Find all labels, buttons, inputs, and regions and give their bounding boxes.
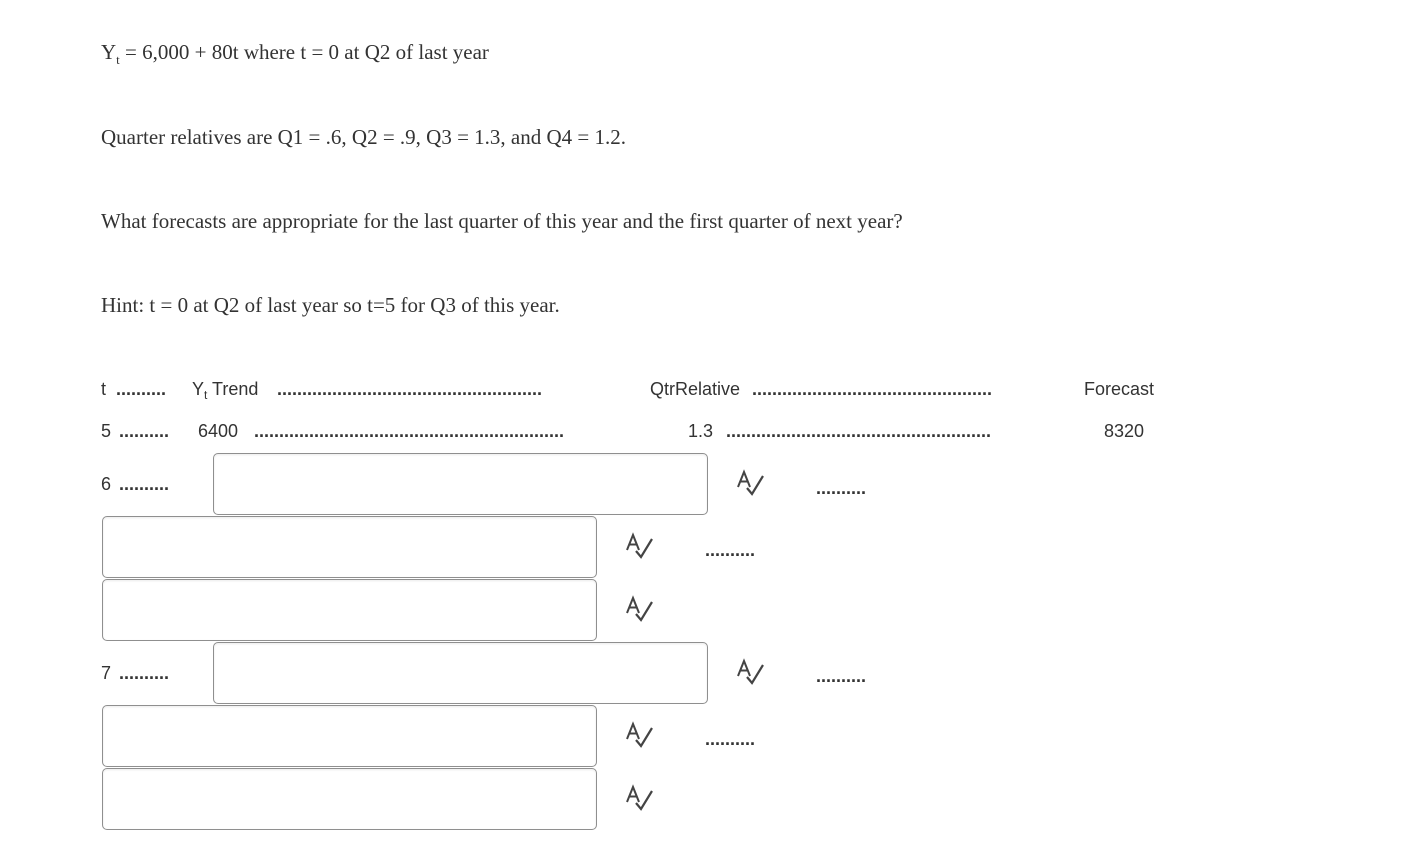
row-7-qtr-input[interactable] <box>102 705 597 767</box>
spell-check-icon[interactable] <box>624 720 654 750</box>
header-forecast: Forecast <box>1084 379 1155 399</box>
row-6-trend-input[interactable] <box>213 453 708 515</box>
example-dots-3: ..................................................... <box>726 421 992 441</box>
header-dots-1: .......... <box>116 379 167 399</box>
quarter-relatives-text: Quarter relatives are Q1 = .6, Q2 = .9, Q3 = 1.3, and Q4 = 1.2. <box>101 125 626 149</box>
spell-check-icon[interactable] <box>735 657 765 687</box>
equation-subscript: t <box>116 52 120 67</box>
question-prompt: What forecasts are appropriate for the last quarter of this year and the first quarter of next year? <box>101 209 903 233</box>
row-6-dots-2: .......... <box>816 478 867 498</box>
header-trend: $Y_t$ Trend <box>192 379 259 402</box>
row-7-dots-2: .......... <box>816 666 867 686</box>
spell-check-icon[interactable] <box>624 594 654 624</box>
row-7-t: 7 <box>101 663 112 683</box>
equation-rest: = 6,000 + 80t where t = 0 at Q2 of last year <box>119 40 489 64</box>
example-trend: 6400 <box>198 421 239 441</box>
row-6-dots-3: .......... <box>705 540 756 560</box>
spell-check-icon[interactable] <box>624 531 654 561</box>
row-6-dots-1: .......... <box>119 474 170 494</box>
header-dots-3: ................................................ <box>752 379 993 399</box>
example-dots-1: .......... <box>119 421 170 441</box>
header-t: t <box>101 379 107 399</box>
equation-y: Y <box>101 40 117 64</box>
spell-check-icon[interactable] <box>735 468 765 498</box>
trend-equation <box>101 40 489 68</box>
spell-check-icon[interactable] <box>624 783 654 813</box>
row-7-forecast-input[interactable] <box>102 768 597 830</box>
example-t: 5 <box>101 421 112 441</box>
example-dots-2: .............................................................. <box>254 421 565 441</box>
row-6-forecast-input[interactable] <box>102 579 597 641</box>
hint-text: Hint: t = 0 at Q2 of last year so t=5 for Q3 of this year. <box>101 293 560 317</box>
row-7-trend-input[interactable] <box>213 642 708 704</box>
header-qtr-relative: QtrRelative <box>650 379 741 399</box>
row-6-t: 6 <box>101 474 112 494</box>
example-forecast: 8320 <box>1104 421 1145 441</box>
example-qtr: 1.3 <box>688 421 714 441</box>
row-7-dots-3: .......... <box>705 729 756 749</box>
header-dots-2: ..................................................... <box>277 379 543 399</box>
row-7-dots-1: .......... <box>119 663 170 683</box>
row-6-qtr-input[interactable] <box>102 516 597 578</box>
